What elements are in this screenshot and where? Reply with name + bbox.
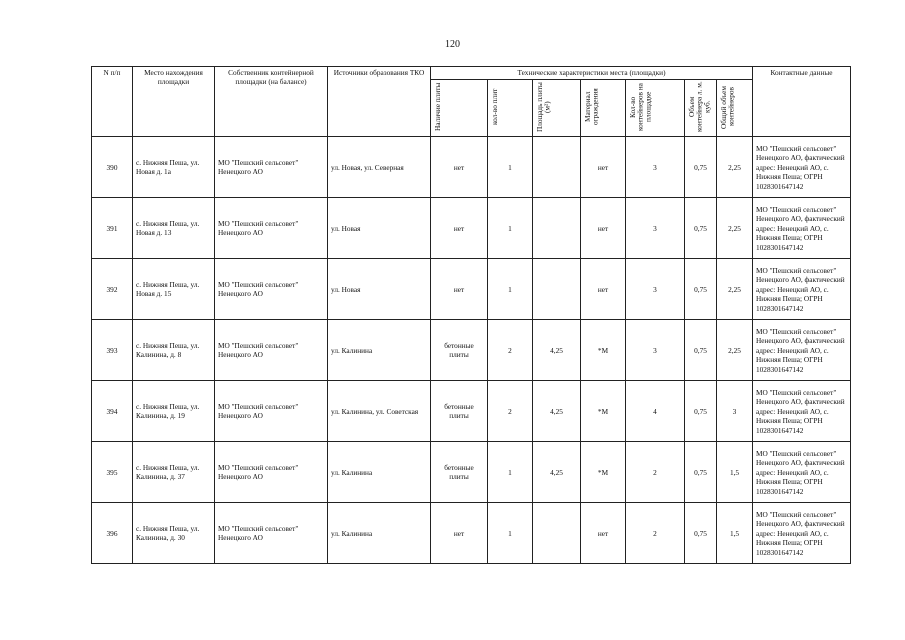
subheader-fence-text: Материал ограждения xyxy=(583,88,600,126)
header-source: Источники образования ТКО xyxy=(328,67,431,137)
subheader-total xyxy=(717,80,753,137)
cell-place: с. Нижняя Пеша, ул. Калинина, д. 8 xyxy=(133,320,215,381)
subheader-containers xyxy=(626,80,685,137)
cell-contact: МО "Пешский сельсовет" Ненецкого АО, фактический адрес: Ненецкий АО, с. Нижняя Пеша; ОГРН 1028301647142 xyxy=(753,259,851,320)
cell-containers: 3 xyxy=(626,259,685,320)
cell-slab: бетонные плиты xyxy=(431,442,488,503)
cell-source: ул. Калинина xyxy=(328,442,431,503)
cell-owner: МО "Пешский сельсовет" Ненецкого АО xyxy=(215,198,328,259)
cell-slab-count: 1 xyxy=(488,442,533,503)
cell-fence: нет xyxy=(581,259,626,320)
cell-contact: МО "Пешский сельсовет" Ненецкого АО, фактический адрес: Ненецкий АО, с. Нижняя Пеша; ОГРН 1028301647142 xyxy=(753,320,851,381)
cell-place: с. Нижняя Пеша, ул. Новая д. 1а xyxy=(133,137,215,198)
cell-source: ул. Калинина xyxy=(328,320,431,381)
cell-contact: МО "Пешский сельсовет" Ненецкого АО, фактический адрес: Ненецкий АО, с. Нижняя Пеша; ОГРН 1028301647142 xyxy=(753,503,851,564)
cell-fence: нет xyxy=(581,137,626,198)
cell-volume: 0,75 xyxy=(685,320,717,381)
registry-table xyxy=(91,66,851,564)
cell-slab: нет xyxy=(431,137,488,198)
cell-source: ул. Новая, ул. Северная xyxy=(328,137,431,198)
cell-containers: 2 xyxy=(626,442,685,503)
subheader-slab xyxy=(431,80,488,137)
subheader-total-text: Общий объем контейнеров xyxy=(719,85,736,129)
cell-slab-count: 2 xyxy=(488,320,533,381)
cell-slab-area: 4,25 xyxy=(533,442,581,503)
subheader-containers-text: Кол-во контейнеров на площадке xyxy=(628,83,653,131)
cell-place: с. Нижняя Пеша, ул. Калинина, д. 19 xyxy=(133,381,215,442)
cell-volume: 0,75 xyxy=(685,137,717,198)
cell-containers: 2 xyxy=(626,503,685,564)
table-row xyxy=(92,137,851,198)
cell-source: ул. Новая xyxy=(328,259,431,320)
header-contacts: Контактные данные xyxy=(753,67,851,137)
cell-owner: МО "Пешский сельсовет" Ненецкого АО xyxy=(215,503,328,564)
cell-owner: МО "Пешский сельсовет" Ненецкого АО xyxy=(215,442,328,503)
cell-slab-area xyxy=(533,503,581,564)
cell-owner: МО "Пешский сельсовет" Ненецкого АО xyxy=(215,320,328,381)
cell-fence: *М xyxy=(581,381,626,442)
cell-slab-area xyxy=(533,259,581,320)
cell-total: 2,25 xyxy=(717,198,753,259)
cell-slab-count: 1 xyxy=(488,198,533,259)
header-tech: Технические характеристики места (площадки) xyxy=(431,67,753,80)
cell-fence: *М xyxy=(581,320,626,381)
cell-fence: *М xyxy=(581,442,626,503)
table-row xyxy=(92,320,851,381)
cell-total: 3 xyxy=(717,381,753,442)
cell-source: ул. Калинина xyxy=(328,503,431,564)
header-owner: Собственник контейнерной площадки (на балансе) xyxy=(215,67,328,137)
cell-owner: МО "Пешский сельсовет" Ненецкого АО xyxy=(215,381,328,442)
cell-num: 392 xyxy=(92,259,133,320)
subheader-slab-count xyxy=(488,80,533,137)
subheader-volume-text: Объем контейнера л. м. куб. xyxy=(687,81,712,133)
page-number: 120 xyxy=(445,39,460,50)
cell-contact: МО "Пешский сельсовет" Ненецкого АО, фактический адрес: Ненецкий АО, с. Нижняя Пеша; ОГРН 1028301647142 xyxy=(753,137,851,198)
cell-containers: 3 xyxy=(626,198,685,259)
cell-owner: МО "Пешский сельсовет" Ненецкого АО xyxy=(215,137,328,198)
cell-num: 395 xyxy=(92,442,133,503)
cell-total: 2,25 xyxy=(717,320,753,381)
subheader-volume xyxy=(685,80,717,137)
cell-volume: 0,75 xyxy=(685,381,717,442)
table-row xyxy=(92,259,851,320)
subheader-slab-area-text: Площадь плиты (м²) xyxy=(535,82,552,132)
cell-num: 396 xyxy=(92,503,133,564)
cell-volume: 0,75 xyxy=(685,442,717,503)
cell-owner: МО "Пешский сельсовет" Ненецкого АО xyxy=(215,259,328,320)
cell-fence: нет xyxy=(581,503,626,564)
cell-num: 390 xyxy=(92,137,133,198)
subheader-fence xyxy=(581,80,626,137)
cell-slab-count: 2 xyxy=(488,381,533,442)
cell-place: с. Нижняя Пеша, ул. Калинина, д. 30 xyxy=(133,503,215,564)
table-row xyxy=(92,442,851,503)
cell-volume: 0,75 xyxy=(685,198,717,259)
cell-place: с. Нижняя Пеша, ул. Новая д. 15 xyxy=(133,259,215,320)
subheader-slab-text: Наличие плиты xyxy=(433,82,442,132)
header-place: Место нахождения площадки xyxy=(133,67,215,137)
table-row xyxy=(92,381,851,442)
cell-total: 1,5 xyxy=(717,503,753,564)
cell-slab: нет xyxy=(431,198,488,259)
cell-containers: 3 xyxy=(626,137,685,198)
cell-slab-count: 1 xyxy=(488,259,533,320)
table-row xyxy=(92,198,851,259)
cell-source: ул. Новая xyxy=(328,198,431,259)
cell-fence: нет xyxy=(581,198,626,259)
cell-contact: МО "Пешский сельсовет" Ненецкого АО, фактический адрес: Ненецкий АО, с. Нижняя Пеша; ОГРН 1028301647142 xyxy=(753,198,851,259)
cell-containers: 3 xyxy=(626,320,685,381)
cell-slab: бетонные плиты xyxy=(431,381,488,442)
cell-contact: МО "Пешский сельсовет" Ненецкого АО, фактический адрес: Ненецкий АО, с. Нижняя Пеша; ОГРН 1028301647142 xyxy=(753,442,851,503)
cell-slab-area: 4,25 xyxy=(533,381,581,442)
cell-num: 391 xyxy=(92,198,133,259)
cell-slab: бетонные плиты xyxy=(431,320,488,381)
cell-num: 394 xyxy=(92,381,133,442)
cell-slab-area xyxy=(533,137,581,198)
cell-total: 2,25 xyxy=(717,259,753,320)
cell-slab-area: 4,25 xyxy=(533,320,581,381)
cell-volume: 0,75 xyxy=(685,503,717,564)
cell-contact: МО "Пешский сельсовет" Ненецкого АО, фактический адрес: Ненецкий АО, с. Нижняя Пеша; ОГРН 1028301647142 xyxy=(753,381,851,442)
subheader-slab-area xyxy=(533,80,581,137)
cell-source: ул. Калинина, ул. Советская xyxy=(328,381,431,442)
cell-total: 1,5 xyxy=(717,442,753,503)
cell-place: с. Нижняя Пеша, ул. Новая д. 13 xyxy=(133,198,215,259)
cell-total: 2,25 xyxy=(717,137,753,198)
cell-slab-count: 1 xyxy=(488,137,533,198)
table-row xyxy=(92,503,851,564)
cell-slab-area xyxy=(533,198,581,259)
cell-volume: 0,75 xyxy=(685,259,717,320)
cell-slab: нет xyxy=(431,259,488,320)
subheader-slab-count-text: кол-во плит xyxy=(490,88,499,126)
header-num: N п/п xyxy=(92,67,133,137)
cell-num: 393 xyxy=(92,320,133,381)
cell-place: с. Нижняя Пеша, ул. Калинина, д. 37 xyxy=(133,442,215,503)
cell-slab-count: 1 xyxy=(488,503,533,564)
cell-slab: нет xyxy=(431,503,488,564)
cell-containers: 4 xyxy=(626,381,685,442)
